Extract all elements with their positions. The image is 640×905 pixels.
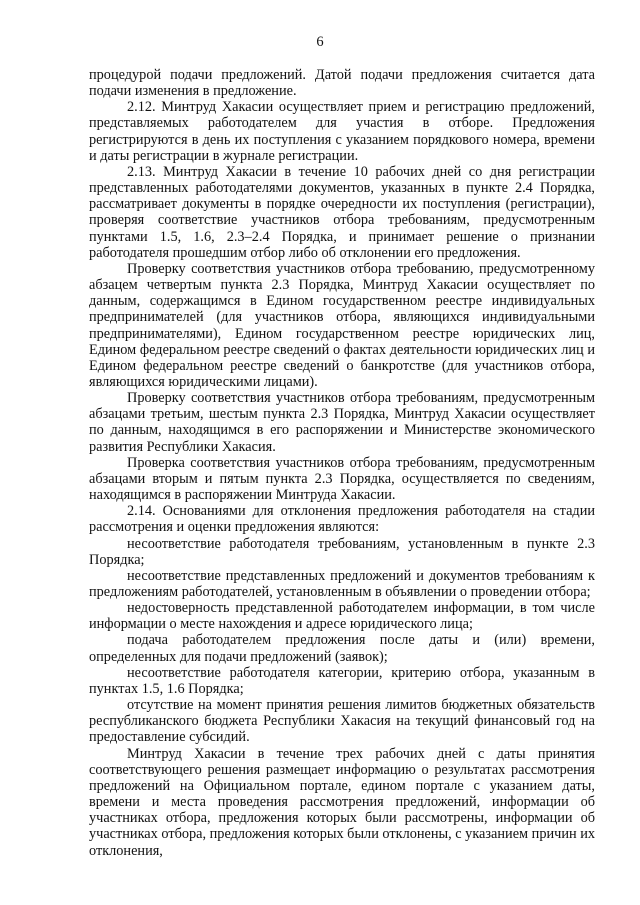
paragraph-check-paragraph-four: Проверку соответствия участников отбора требованию, предусмотренному абзацем четвертым пункта 2.3 Порядка, Минтруд Хакасии осуществляет по данным, содержащимся в Едином государственном реестре индивидуальных предпринимателей (для участников отбора, являющихся индивидуальными предпринимателями), Едином государственном реестре юридических лиц, Едином федеральном реестре сведений о фактах деятельности юридических лиц и Едином федеральном реестре сведений о банкротстве (для участников отбора, являющихся юридическими лицами). — [89, 260, 595, 390]
page-number: 6 — [316, 34, 324, 50]
rejection-reason-item: несоответствие работодателя требованиям, установленным в пункте 2.3 Порядка; — [89, 535, 595, 568]
paragraph-check-paragraphs-three-six: Проверку соответствия участников отбора требованиям, предусмотренным абзацами третьим, шестым пункта 2.3 Порядка, Минтруд Хакасии осуществляет по данным, находящимся в его распоряжении и Министерстве экономического развития Республики Хакасия. — [89, 390, 595, 455]
paragraph-2-14: 2.14. Основаниями для отклонения предложения работодателя на стадии рассмотрения и оценки предложения являются: — [89, 503, 595, 536]
rejection-reason-item: несоответствие работодателя категории, критерию отбора, указанным в пунктах 1.5, 1.6 Порядка; — [89, 664, 595, 697]
document-body — [89, 67, 595, 859]
rejection-reason-item: несоответствие представленных предложений и документов требованиям к предложениям работодателей, установленным в объявлении о проведении отбора; — [89, 567, 595, 600]
paragraph-2-12: 2.12. Минтруд Хакасии осуществляет прием и регистрацию предложений, представляемых работодателем для участия в отборе. Предложения регистрируются в день их поступления с указанием порядкового номера, времени и даты регистрации в журнале регистрации. — [89, 99, 595, 164]
rejection-reason-item: недостоверность представленной работодателем информации, в том числе информации о месте нахождения и адресе юридического лица; — [89, 600, 595, 633]
rejection-reason-item: отсутствие на момент принятия решения лимитов бюджетных обязательств республиканского бюджета Республики Хакасия на текущий финансовый год на предоставление субсидий. — [89, 697, 595, 746]
paragraph-2-13: 2.13. Минтруд Хакасии в течение 10 рабочих дней со дня регистрации представленных работодателями документов, указанных в пункте 2.4 Порядка, рассматривает документы в порядке очередности их поступления (регистрации), проверяя соответствие участников отбора требованиям, предусмотренным пунктами 1.5, 1.6, 2.3–2.4 Порядка, и принимает решение о признании работодателя прошедшим отбор либо об отклонении его предложения. — [89, 163, 595, 261]
paragraph-check-paragraphs-two-five: Проверка соответствия участников отбора требованиям, предусмотренным абзацами вторым и пятым пункта 2.3 Порядка, осуществляется по сведениям, находящимся в распоряжении Минтруда Хакасии. — [89, 454, 595, 504]
paragraph-results-publication: Минтруд Хакасии в течение трех рабочих дней с даты принятия соответствующего решения размещает информацию о результатах рассмотрения предложений на Официальном портале, едином портале с указанием даты, времени и места проведения рассмотрения предложений, информации об участниках отбора, предложения которых были рассмотрены, информации об участниках отбора, предложения которых были отклонены, с указанием причин их отклонения, — [89, 745, 595, 859]
rejection-reason-item: подача работодателем предложения после даты и (или) времени, определенных для подачи предложений (заявок); — [89, 632, 595, 665]
paragraph-continuation: процедурой подачи предложений. Датой подачи предложения считается дата подачи изменения в предложение. — [89, 67, 595, 100]
